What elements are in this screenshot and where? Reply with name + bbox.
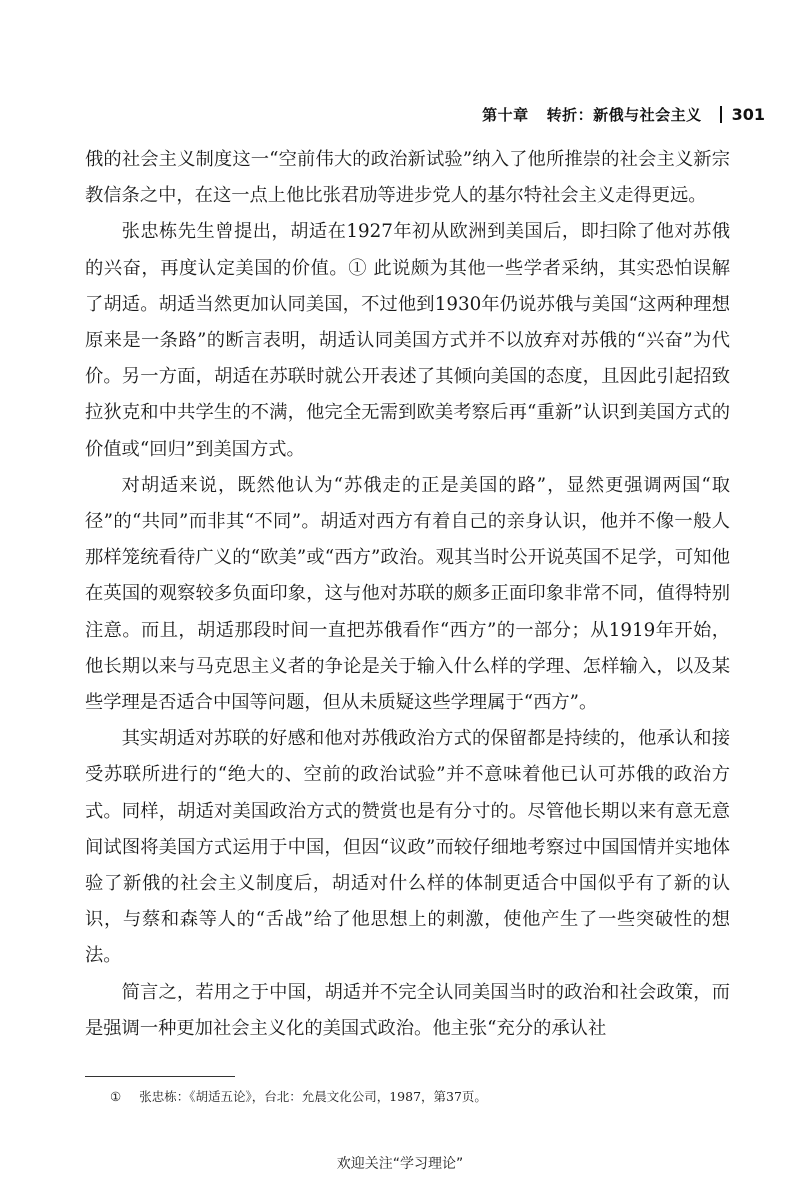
paragraph-3: 对胡适来说，既然他认为“苏俄走的正是美国的路”，显然更强调两国“取径”的“共同”而非其“不同”。胡适对西方有着自己的亲身认识，他并不像一般人那样笼统看待广义的“欧美”或“西方”政治。观其当时公开说英国不足学，可知他在英国的观察较多负面印象，这与他对苏联的颇多正面印象非常不同，值得特别注意。而且，胡适那段时间一直把苏俄看作“西方”的一部分；从1919年开始，他长期以来与马克思主义者的争论是关于输入什么样的学理、怎样输入，以及某些学理是否适合中国等问题，但从未质疑这些学理属于“西方”。 <box>85 474 730 714</box>
paragraph-2: 张忠栋先生曾提出，胡适在1927年初从欧洲到美国后，即扫除了他对苏俄的兴奋，再度认定美国的价值。① 此说颇为其他一些学者采纳，其实恐怕误解了胡适。胡适当然更加认同美国，不过他到1930年仍说苏俄与美国“这两种理想原来是一条路”的断言表明，胡适认同美国方式并不以放弃对苏俄的“兴奋”为代价。另一方面，胡适在苏联时就公开表述了其倾向美国的态度，且因此引起招致拉狄克和中共学生的不满，他完全无需到欧美考察后再“重新”认识到美国方式的价值或“回归”到美国方式。 <box>85 221 730 460</box>
running-header <box>482 104 765 125</box>
header-divider <box>720 106 722 123</box>
paragraph-1: 俄的社会主义制度这一“空前伟大的政治新试验”纳入了他所推崇的社会主义新宗教信条之中，在这一点上他比张君劢等进步党人的基尔特社会主义走得更远。 <box>85 149 730 207</box>
footnote-text: 张忠栋：《胡适五论》，台北：允晨文化公司，1987，第37页。 <box>139 1089 487 1104</box>
footnote-mark: ① <box>110 1089 122 1104</box>
chapter-label: 第十章 <box>482 106 529 124</box>
paragraph-5: 简言之，若用之于中国，胡适并不完全认同美国当时的政治和社会政策，而是强调一种更加社会主义化的美国式政治。他主张“充分的承认社 <box>85 981 730 1039</box>
footnote-divider <box>85 1076 235 1077</box>
body-text <box>85 142 730 1047</box>
chapter-title: 转折：新俄与社会主义 <box>546 106 702 124</box>
page-number: 301 <box>731 105 765 124</box>
paragraph-4: 其实胡适对苏联的好感和他对苏俄政治方式的保留都是持续的，他承认和接受苏联所进行的“绝大的、空前的政治试验”并不意味着他已认可苏俄的政治方式。同样，胡适对美国政治方式的赞赏也是有分寸的。尽管他长期以来有意无意间试图将美国方式运用于中国，但因“议政”而较仔细地考察过中国国情并实地体验了新俄的社会主义制度后，胡适对什么样的体制更适合中国似乎有了新的认识，与蔡和森等人的“舌战”给了他思想上的刺激，使他产生了一些突破性的想法。 <box>85 728 730 967</box>
footer-promo: 欢迎关注“学习理论” <box>336 1156 464 1172</box>
footnote <box>110 1087 487 1105</box>
